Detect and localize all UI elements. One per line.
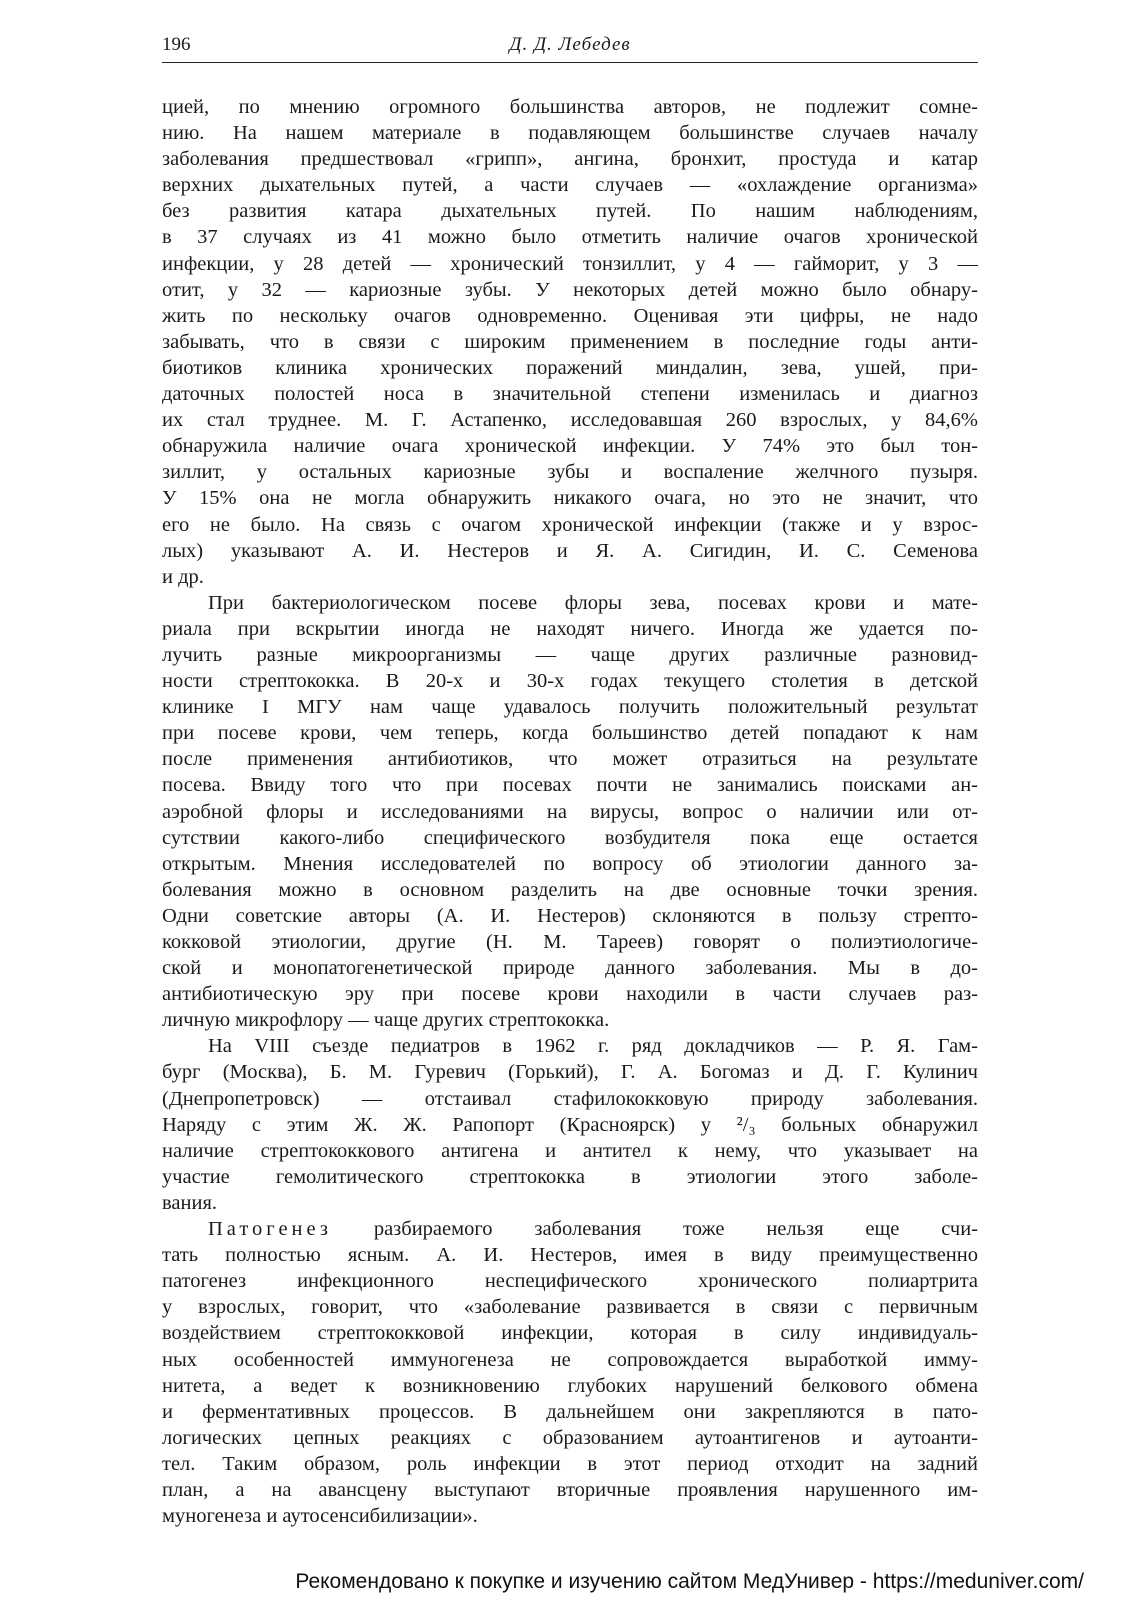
- text-line: лучить разные микроорганизмы — чаще других различные разновид-: [162, 643, 978, 666]
- text-line: в 37 случаях из 41 можно было отметить наличие очагов хронической: [162, 226, 978, 249]
- text-line: после применения антибиотиков, что может отразиться на результате: [162, 748, 978, 771]
- text-line: патогенез инфекционного неспецифического хронического полиартрита: [162, 1270, 978, 1293]
- text-line: ской и монопатогенетической природе данного заболевания. Мы в до-: [162, 957, 978, 980]
- text-line: посева. Ввиду того что при посевах почти не занимались поисками ан-: [162, 774, 978, 797]
- text-line: верхних дыхательных путей, а части случаев — «охлаждение организма»: [162, 174, 978, 197]
- text-line: обнаружила наличие очага хронической инфекции. У 74% это был тон-: [162, 435, 978, 458]
- text-line: отит, у 32 — кариозные зубы. У некоторых детей можно было обнару-: [162, 278, 978, 301]
- text-line: болевания можно в основном разделить на две основные точки зрения.: [162, 878, 978, 901]
- text-line: При бактериологическом посеве флоры зева, посевах крови и мате-: [208, 591, 978, 614]
- text-line: биотиков клиника хронических поражений миндалин, зева, ушей, при-: [162, 356, 978, 379]
- text-line: и ферментативных процессов. В дальнейшем они закрепляются в пато-: [162, 1400, 978, 1423]
- text-line: заболевания предшествовал «грипп», ангина, бронхит, простуда и катар: [162, 148, 978, 171]
- running-head: [162, 32, 978, 63]
- text-line: тать полностью ясным. А. И. Нестеров, имея в виду преимущественно: [162, 1244, 978, 1267]
- text-line: их стал труднее. М. Г. Астапенко, исследовавшая 260 взрослых, у 84,6%: [162, 409, 978, 432]
- text-line: воздействием стрептококковой инфекции, которая в силу индивидуаль-: [162, 1322, 978, 1345]
- text-line: (Днепропетровск) — отстаивал стафилококковую природу заболевания.: [162, 1087, 978, 1110]
- text-line: наличие стрептококкового антигена и антител к нему, что указывает на: [162, 1139, 978, 1162]
- text-line: муногенеза и аутосенсибилизации».: [162, 1505, 478, 1528]
- text-line: логических цепных реакциях с образованием аутоантигенов и аутоанти-: [162, 1426, 978, 1449]
- text-line: [162, 1216, 978, 1242]
- text-line: кокковой этиологии, другие (Н. М. Тареев) говорят о полиэтиологиче-: [162, 931, 978, 953]
- text-line: бург (Москва), Б. М. Гуревич (Горький), Г. А. Богомаз и Д. Г. Кулинич: [162, 1061, 978, 1084]
- text-line: при посеве крови, чем теперь, когда большинство детей попадают к нам: [162, 722, 978, 745]
- emphasized-term: Патогенез: [208, 1218, 332, 1241]
- text-line: лых) указывают А. И. Нестеров и Я. А. Сигидин, И. С. Семенова: [162, 539, 978, 562]
- text-line: жить по нескольку очагов одновременно. Оценивая эти цифры, не надо: [162, 304, 978, 327]
- text-line: открытым. Мнения исследователей по вопросу об этиологии данного за-: [162, 852, 978, 875]
- text-line: риала при вскрытии иногда не находят ничего. Иногда же удается по-: [162, 617, 978, 640]
- text-line: забывать, что в связи с широким применением в последние годы анти-: [162, 330, 978, 353]
- text-line: тел. Таким образом, роль инфекции в этот период отходит на задний: [162, 1452, 978, 1475]
- text-line: На VIII съезде педиатров в 1962 г. ряд докладчиков — Р. Я. Гам-: [208, 1035, 978, 1058]
- text-line: план, а на авансцену выступают вторичные проявления нарушенного им-: [162, 1478, 978, 1501]
- text-line: у взрослых, говорит, что «заболевание развивается в связи с первичным: [162, 1296, 978, 1319]
- text-line: зиллит, у остальных кариозные зубы и воспаление желчного пузыря.: [162, 461, 978, 484]
- text-line: цией, по мнению огромного большинства авторов, не подлежит сомне-: [162, 96, 978, 118]
- text-line: ных особенностей иммуногенеза не сопровождается выработкой имму-: [162, 1348, 978, 1371]
- body-text: [162, 94, 978, 1529]
- footer-watermark: Рекомендовано к покупке и изучению сайтом МедУнивер - https://meduniver.com/: [295, 1570, 1084, 1593]
- text-line: Наряду с этим Ж. Ж. Рапопорт (Красноярск) у ²/₃ больных обнаружил: [162, 1113, 978, 1136]
- text-line: без развития катара дыхательных путей. По нашим наблюдениям,: [162, 200, 978, 223]
- text-line: клинике I МГУ нам чаще удавалось получить положительный результат: [162, 696, 978, 719]
- text-line: ности стрептококка. В 20-х и 30-х годах текущего столетия в детской: [162, 670, 978, 693]
- text-line: сутствии какого-либо специфического возбудителя пока еще остается: [162, 826, 978, 849]
- text-line: и др.: [162, 565, 204, 588]
- running-title: Д. Д. Лебедев: [509, 34, 631, 55]
- text-line: Одни советские авторы (А. И. Нестеров) склоняются в пользу стрепто-: [162, 904, 978, 927]
- text-line: личную микрофлору — чаще других стрептококка.: [162, 1009, 610, 1032]
- text-line: даточных полостей носа в значительной степени изменилась и диагноз: [162, 383, 978, 406]
- text-line: вания.: [162, 1191, 218, 1214]
- text-line: нитета, а ведет к возникновению глубоких нарушений белкового обмена: [162, 1374, 978, 1397]
- text-line: аэробной флоры и исследованиями на вирусы, вопрос о наличии или от-: [162, 800, 978, 823]
- text-line: его не было. На связь с очагом хронической инфекции (также и у взрос-: [162, 513, 978, 536]
- page-number: 196: [162, 34, 191, 55]
- text-line: У 15% она не могла обнаружить никакого очага, но это не значит, что: [162, 487, 978, 510]
- text-fragment: разбираемого заболевания тоже нельзя еще счи-: [331, 1218, 978, 1241]
- text-line: антибиотическую эру при посеве крови находили в части случаев раз-: [162, 983, 978, 1006]
- text-line: нию. На нашем материале в подавляющем большинстве случаев началу: [162, 122, 978, 145]
- text-line: инфекции, у 28 детей — хронический тонзиллит, у 4 — гайморит, у 3 —: [162, 252, 978, 275]
- text-line: участие гемолитического стрептококка в этиологии этого заболе-: [162, 1165, 978, 1188]
